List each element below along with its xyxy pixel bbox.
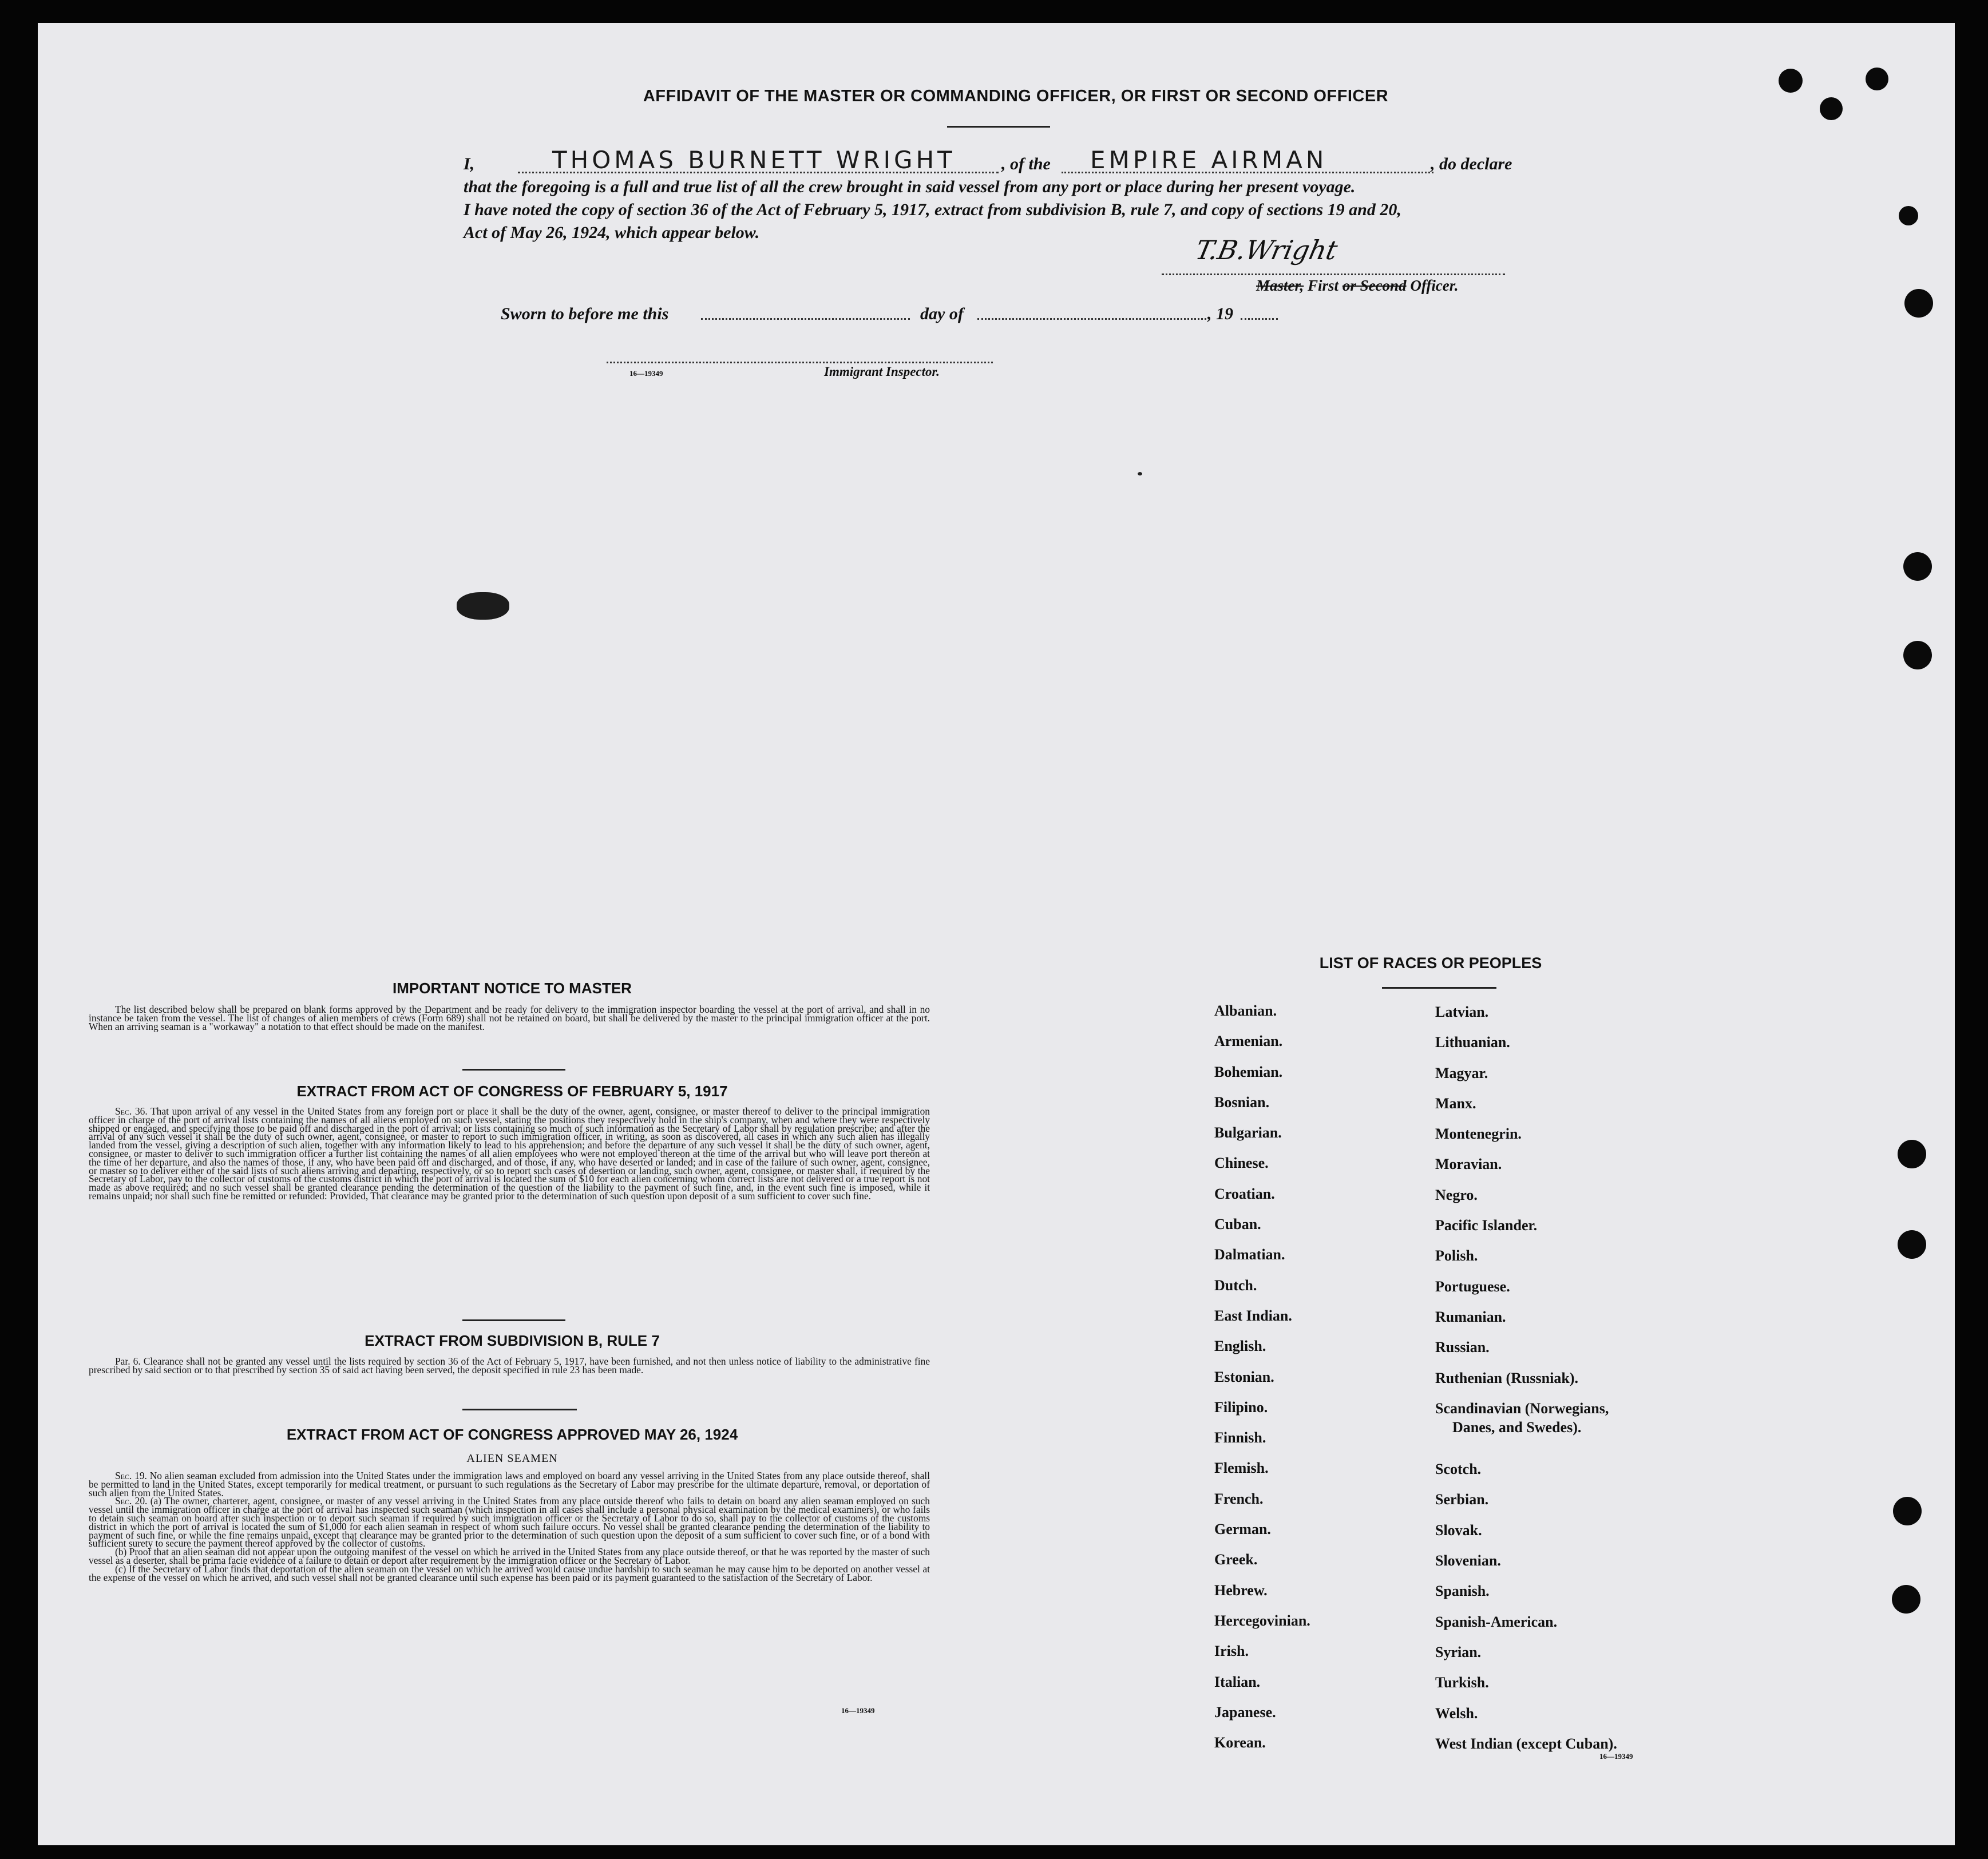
affidavit-line-2: that the foregoing is a full and true list of all the crew brought in said vessel from any port or place during her present voyage.: [464, 177, 1356, 196]
race-item: Slovenian.: [1435, 1552, 1501, 1569]
race-item: Bosnian.: [1214, 1093, 1270, 1111]
sworn-year-line: [1241, 318, 1278, 320]
race-item: Polish.: [1435, 1247, 1478, 1265]
section-19-label: Sec. 19.: [115, 1470, 147, 1481]
role-second-struck: or Second: [1342, 277, 1407, 294]
race-item: East Indian.: [1214, 1307, 1292, 1324]
race-item: English.: [1214, 1338, 1266, 1355]
notice-paragraph: The list described below shall be prepared on blank forms approved by the Department and be ready for delivery to the immigration inspector boarding the vessel at the port of arrival, and shall in no instance be taken from the vessel. The list of changes of alien members of crews (Form 689) shall not be retained on board, but shall be delivered by the master to the principal immigration officer at the port. When an arriving seaman is a "workaway" a notation to that effect should be made on the manifest.: [89, 1004, 930, 1032]
role-officer: Officer.: [1410, 277, 1459, 294]
race-item: Turkish.: [1435, 1674, 1489, 1691]
section-36-label: Sec. 36.: [115, 1105, 148, 1117]
section-19-text: No alien seaman excluded from admission into the United States under the immigration laws and employed on board any vessel arriving in the United States from any place outside thereof, shall be permitted to land in the United States, except temporarily for medical treatment, or pursuant to such regulations as the Secretary of Labor may prescribe for the ultimate departure, removal, or deportation of such alien from the United States.: [89, 1470, 930, 1499]
role-master-struck: Master,: [1256, 277, 1304, 294]
affidavit-do-declare: , do declare: [1431, 154, 1512, 173]
punch-hole: [1903, 552, 1932, 581]
punch-hole: [1903, 641, 1932, 669]
punch-hole: [1898, 1230, 1926, 1259]
race-item: Slovak.: [1435, 1521, 1482, 1539]
race-item: Scandinavian (Norwegians,: [1435, 1400, 1609, 1417]
punch-hole: [1899, 206, 1918, 225]
race-item: Magyar.: [1435, 1064, 1488, 1081]
officer-name-handwritten: THOMAS BURNETT WRIGHT: [552, 146, 956, 174]
rule7-text: [89, 1357, 930, 1374]
punch-hole: [1820, 97, 1843, 120]
punch-hole: [1866, 68, 1888, 90]
race-item: Moravian.: [1435, 1156, 1502, 1173]
race-item: West Indian (except Cuban).: [1435, 1735, 1617, 1752]
punch-hole: [1904, 289, 1933, 318]
title-underline: [947, 126, 1050, 128]
race-item: Armenian.: [1214, 1033, 1283, 1050]
race-item: Finnish.: [1214, 1429, 1266, 1446]
sworn-prefix: Sworn to before me this: [501, 304, 669, 323]
extract-1924-text: [89, 1472, 930, 1581]
race-item: Manx.: [1435, 1095, 1476, 1112]
race-item: Latvian.: [1435, 1004, 1489, 1020]
ink-speck: [1138, 472, 1142, 475]
race-item: Croatian.: [1214, 1185, 1275, 1202]
divider: [462, 1409, 577, 1410]
signature-role: [1256, 278, 1459, 294]
race-item: Russian.: [1435, 1339, 1490, 1356]
race-item: Irish.: [1214, 1643, 1249, 1660]
race-item: Portuguese.: [1435, 1278, 1510, 1295]
notice-heading: IMPORTANT NOTICE TO MASTER: [393, 980, 632, 997]
section-20c-text: (c) If the Secretary of Labor finds that deportation of the alien seaman on the vessel on which he arrived would cause undue hardship to such seaman he may cause him to be deported on another vessel at the expense of the vessel on which he arrived, and such vessel shall not be granted clearance until such expense has been paid or its payment guaranteed to the satisfaction of the Secretary of Labor.: [89, 1563, 930, 1583]
races-column-2: [1435, 997, 1617, 1759]
punch-hole: [1898, 1140, 1926, 1168]
race-item: Flemish.: [1214, 1460, 1269, 1477]
race-item: Pacific Islander.: [1435, 1217, 1538, 1234]
races-column-1: [1214, 996, 1310, 1758]
race-item: Syrian.: [1435, 1643, 1482, 1660]
role-first: First: [1308, 277, 1339, 294]
race-item: Italian.: [1214, 1673, 1261, 1690]
scan-edge-right: [1955, 0, 1988, 1859]
inspector-label: Immigrant Inspector.: [824, 364, 940, 379]
race-item: Hercegovinian.: [1214, 1612, 1310, 1629]
race-item: Lithuanian.: [1435, 1034, 1510, 1051]
punch-hole: [1893, 1497, 1922, 1525]
rule7-heading: EXTRACT FROM SUBDIVISION B, RULE 7: [365, 1332, 660, 1349]
race-item: Bulgarian.: [1214, 1124, 1282, 1141]
race-item: Albanian.: [1214, 1002, 1277, 1019]
punch-hole: [1892, 1585, 1920, 1614]
race-item: Spanish-American.: [1435, 1613, 1558, 1630]
sworn-day-of: day of: [920, 304, 964, 323]
extract-1924-heading: EXTRACT FROM ACT OF CONGRESS APPROVED MAY 26, 1924: [286, 1426, 738, 1443]
affidavit-of-the: , of the: [1001, 154, 1051, 173]
race-item: Bohemian.: [1214, 1063, 1283, 1080]
divider: [462, 1069, 565, 1071]
affidavit-title: AFFIDAVIT OF THE MASTER OR COMMANDING OFFICER, OR FIRST OR SECOND OFFICER: [643, 87, 1389, 105]
extract-form-number: 16—19349: [841, 1706, 875, 1715]
punch-hole: [1779, 69, 1803, 93]
race-item: Negro.: [1435, 1186, 1478, 1203]
scan-edge-left: [0, 0, 38, 1859]
ink-blot: [457, 592, 509, 620]
race-item: Spanish.: [1435, 1583, 1490, 1600]
races-underline: [1382, 987, 1496, 989]
vessel-name-handwritten: EMPIRE AIRMAN: [1090, 146, 1328, 174]
sworn-day-line: [701, 318, 910, 320]
races-form-number: 16—19349: [1599, 1752, 1633, 1761]
race-item: Serbian.: [1435, 1491, 1489, 1508]
race-item: Cuban.: [1214, 1216, 1261, 1233]
section-20-label: Sec. 20.: [115, 1495, 148, 1507]
scan-edge-top: [0, 0, 1988, 23]
race-item: Filipino.: [1214, 1398, 1268, 1416]
race-item: German.: [1214, 1521, 1271, 1538]
race-item: Hebrew.: [1214, 1581, 1268, 1599]
affidavit-line-3: I have noted the copy of section 36 of the Act of February 5, 1917, extract from subdivision B, rule 7, and copy of sections 19 and 20,: [464, 200, 1401, 219]
affidavit-line-4: Act of May 26, 1924, which appear below.: [464, 223, 760, 242]
alien-seamen-subheading: ALIEN SEAMEN: [466, 1452, 558, 1465]
races-heading: LIST OF RACES OR PEOPLES: [1319, 954, 1542, 972]
rule7-paragraph: Par. 6. Clearance shall not be granted any vessel until the lists required by section 36 of the Act of February 5, 1917, have been furnished, and not then unless notice of liability to the administrative fine prescribed by said section or to that prescribed by section 35 of said act having been served, the deposit specified in rule 23 has been made.: [89, 1355, 930, 1376]
sworn-month-line: [977, 318, 1206, 320]
affidavit-prefix: I,: [464, 154, 475, 173]
race-item: Dutch.: [1214, 1277, 1257, 1294]
race-item: Chinese.: [1214, 1155, 1269, 1172]
race-item: Welsh.: [1435, 1705, 1478, 1722]
race-item: Danes, and Swedes).: [1452, 1419, 1582, 1436]
signature-dotted-line: [1162, 274, 1505, 275]
extract-1917-heading: EXTRACT FROM ACT OF CONGRESS OF FEBRUARY 5, 1917: [296, 1083, 728, 1100]
race-item: Dalmatian.: [1214, 1246, 1285, 1263]
extract-1917-text: [89, 1107, 930, 1200]
section-20b-text: (b) Proof that an alien seaman did not appear upon the outgoing manifest of the vessel on which he arrived in the United States from any place outside thereof, or that he was reported by the master of such vessel as a deserter, shall be prima facie evidence of a failure to detain or deport after requirement by the immigration officer or the Secretary of Labor.: [89, 1546, 930, 1566]
section-36-text: That upon arrival of any vessel in the United States from any foreign port or place it shall be the duty of the owner, agent, consignee, or master thereof to deliver to the principal immigration officer in charge of the port of arrival lists containing the names of all aliens employed on such vessel, stating the positions they respectively hold in the ship's company, when and where they were respectively shipped or engaged, and specifying those to be paid off and discharged in the port of arrival; or lists containing so much of such information as the Secretary of Labor shall by regulation prescribe; and after the arrival of any such vessel it shall be the duty of such owner, agent, consignee, or master to report to such immigration officer, in writing, as soon as discovered, all cases in which any such alien has illegally landed from the vessel, giving a description of such alien, together with any information likely to lead to his apprehension; and before the departure of any such vessel it shall be the duty of such owner, agent, consignee, or master to deliver to such immigration officer a further list containing the names of all alien employees who were not employed thereon at the time of the arrival but who will leave port thereon at the time of her departure, and also the names of those, if any, who have been paid off and discharged, and of those, if any, who have deserted or landed; and in case of the failure of such owner, agent, consignee, or master so to deliver either of the said lists of such aliens arriving and departing, respectively, or so to report such cases of desertion or landing, such owner, agent, consignee, or master shall, if required by the Secretary of Labor, pay to the collector of customs of the customs district in which the port of arrival is located the sum of $10 for each alien concerning whom correct lists are not delivered or a true report is not made as above required; and no such vessel shall be granted clearance pending the determination of the question of the liability to the payment of such fine, and, in the event such fine is imposed, while it remains unpaid; nor shall such fine be remitted or refunded: Provided, That clearance may be granted prior to the determination of such question upon deposit of a sum sufficient to cover such fine.: [89, 1105, 930, 1202]
race-item: Rumanian.: [1435, 1308, 1506, 1325]
divider: [462, 1319, 565, 1321]
race-item: French.: [1214, 1490, 1264, 1507]
race-item: Ruthenian (Russniak).: [1435, 1369, 1578, 1386]
scan-edge-bottom: [0, 1845, 1988, 1859]
inspector-dotted-line: [607, 362, 993, 363]
affidavit-line-1: [464, 156, 474, 173]
race-item: Korean.: [1214, 1734, 1266, 1751]
race-item: Montenegrin.: [1435, 1125, 1522, 1143]
officer-signature: T.B.Wright: [1193, 235, 1341, 265]
race-item: Estonian.: [1214, 1368, 1274, 1385]
race-item: Scotch.: [1435, 1461, 1482, 1478]
sworn-year: , 19: [1207, 304, 1233, 323]
affidavit-form-number: 16—19349: [629, 369, 663, 378]
race-item: Greek.: [1214, 1551, 1258, 1568]
section-20a-text: (a) The owner, charterer, agent, consignee, or master of any vessel arriving in the United States from any place outside thereof who fails to detain on board any alien seaman employed on such vessel until the immigration officer in charge at the port of arrival has inspected such seaman (which inspection in all cases shall include a personal physical examination by the medical examiners), or who fails to detain such seaman on board after such inspection or to deport such seaman if required by such immigration officer or the Secretary of Labor to do so, shall pay to the collector of customs of the customs district in which the port of arrival is located the sum of $1,000 for each alien seaman in respect of whom such failure occurs. No vessel shall be granted clearance pending the determination of the liability to payment of such fine, or while the fine remains unpaid, except that clearance may be granted prior to the determination of such question upon the deposit of a sum sufficient to cover such fine, or of a bond with sufficient surety to secure the payment thereof approved by the collector of customs.: [89, 1495, 930, 1549]
race-item: Japanese.: [1214, 1703, 1276, 1721]
notice-text: [89, 1005, 930, 1030]
